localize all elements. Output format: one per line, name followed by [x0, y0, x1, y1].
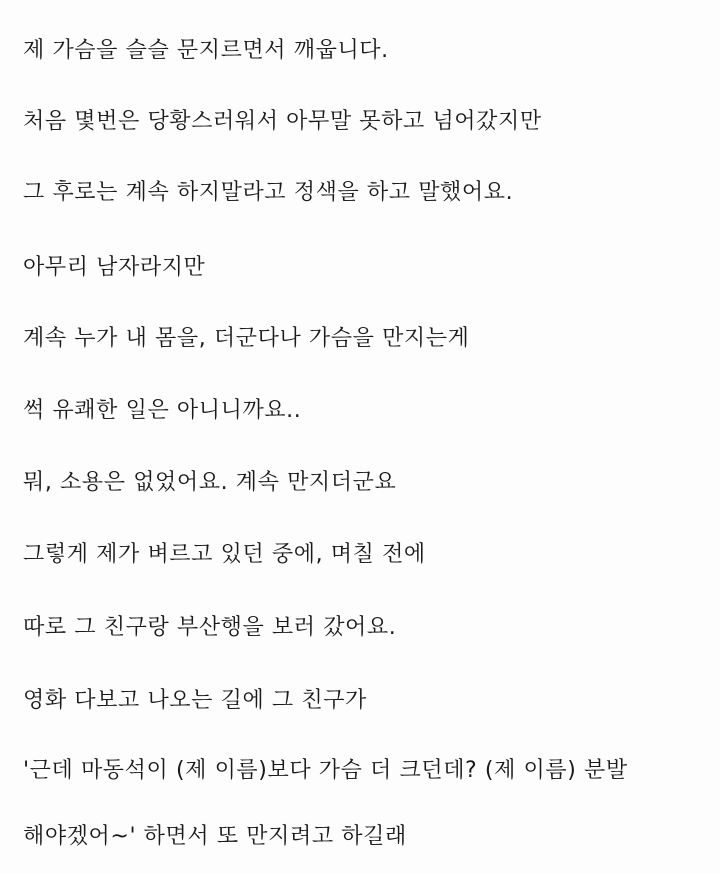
text-line-12: 해야겠어~' 하면서 또 만지려고 하길래 — [23, 824, 407, 849]
text-line-2: 처음 몇번은 당황스러워서 아무말 못하고 넘어갔지만 — [23, 109, 542, 134]
text-line-9: 따로 그 친구랑 부산행을 보러 갔어요. — [23, 615, 397, 640]
text-line-10: 영화 다보고 나오는 길에 그 친구가 — [23, 688, 367, 713]
text-line-1: 제 가슴을 슬슬 문지르면서 깨웁니다. — [23, 38, 389, 63]
text-line-11: '근데 마동석이 (제 이름)보다 가슴 더 크던데? (제 이름) 분발 — [23, 758, 628, 783]
text-line-4: 아무리 남자라지만 — [23, 255, 206, 280]
text-line-3: 그 후로는 계속 하지말라고 정색을 하고 말했어요. — [23, 180, 514, 205]
text-line-5: 계속 누가 내 몸을, 더군다나 가슴을 만지는게 — [23, 326, 470, 351]
text-line-6: 썩 유쾌한 일은 아니니까요.. — [23, 398, 302, 423]
text-line-7: 뭐, 소용은 없었어요. 계속 만지더군요 — [23, 470, 397, 495]
text-line-8: 그렇게 제가 벼르고 있던 중에, 며칠 전에 — [23, 542, 426, 567]
